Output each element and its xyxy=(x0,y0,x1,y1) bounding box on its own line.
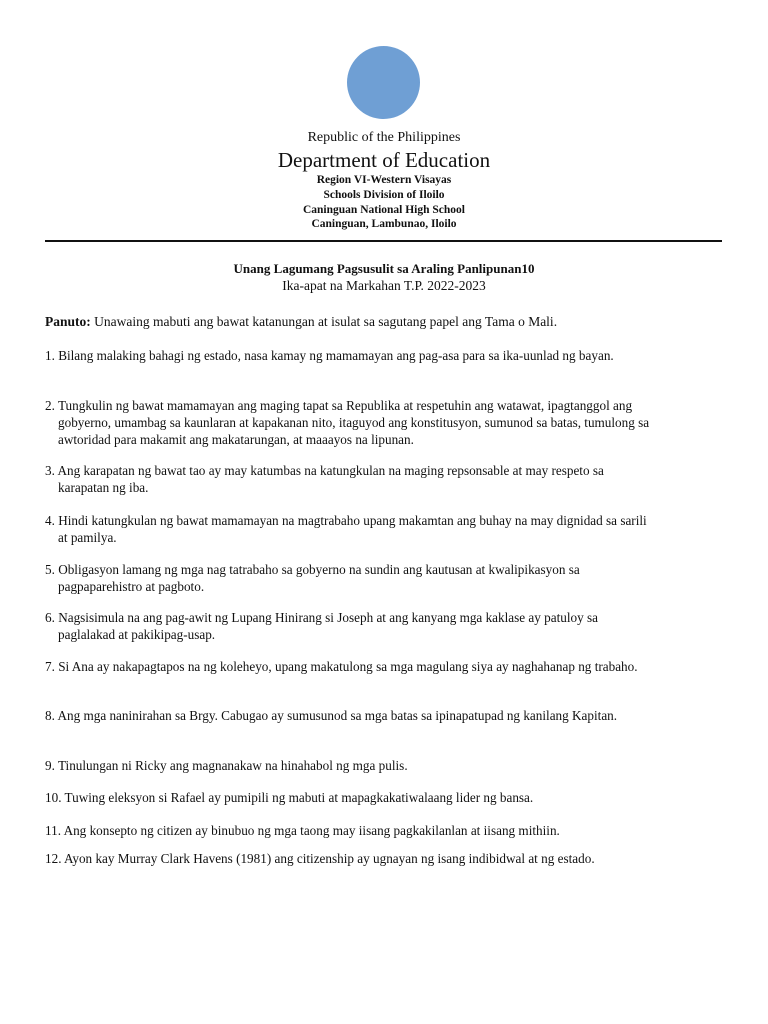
question-item: 1. Bilang malaking bahagi ng estado, nasa kamay ng mamamayan ang pag-asa para sa ika-uunlad ng bayan. xyxy=(45,348,614,363)
question-item: 6. Nagsisimula na ang pag-awit ng Lupang Hinirang si Joseph at ang kanyang mga kaklase ay patuloy sa paglalakad at pakikipag-usap. xyxy=(45,610,599,642)
question-item: 11. Ang konsepto ng citizen ay binubuo ng mga taong may iisang pagkakilanlan at iisang mithiin. xyxy=(45,823,560,838)
instructions-label: Panuto: xyxy=(45,314,91,329)
question-item: 12. Ayon kay Murray Clark Havens (1981) ang citizenship ay ugnayan ng isang indibidwal at ng estado. xyxy=(45,851,595,866)
question-item: 3. Ang karapatan ng bawat tao ay may katumbas na katungkulan na maging repsonsable at may respeto sa karapatan ng iba. xyxy=(45,463,604,495)
deped-seal-logo xyxy=(347,46,420,119)
header-divider xyxy=(45,240,722,242)
instructions xyxy=(45,313,665,330)
question-item: 4. Hindi katungkulan ng bawat mamamayan na magtrabaho upang makamtan ang buhay na may dignidad sa sarili at pamilya. xyxy=(45,513,647,545)
question-item: 8. Ang mga naninirahan sa Brgy. Cabugao ay sumusunod sa mga batas sa ipinapatupad ng kanilang Kapitan. xyxy=(45,708,618,723)
exam-subtitle: Ika-apat na Markahan T.P. 2022-2023 xyxy=(282,278,486,293)
letterhead xyxy=(0,129,768,232)
division-label: Schools Division of Iloilo xyxy=(323,188,445,201)
department-title: Department of Education xyxy=(277,148,491,172)
school-address: Caninguan, Lambunao, Iloilo xyxy=(311,218,457,231)
question-item: 5. Obligasyon lamang ng mga nag tatrabaho sa gobyerno na sundin ang kautusan at kwalipikasyon sa pagpaparehistro at pagboto. xyxy=(45,562,580,594)
question-item: 9. Tinulungan ni Ricky ang magnanakaw na hinahabol ng mga pulis. xyxy=(45,758,408,773)
school-name: Caninguan National High School xyxy=(302,203,465,216)
question-item: 2. Tungkulin ng bawat mamamayan ang maging tapat sa Republika at respetuhin ang watawat, ipagtanggol ang gobyerno, umambag sa kaunlaran at kapakanan nito, itaguyod ang konstitusyon, sumunod sa batas, tumulong sa awtoridad para makamit ang makatarungan, at maaayos na lipunan. xyxy=(45,398,650,447)
republic-label: Republic of the Philippines xyxy=(307,130,461,145)
question-item: 7. Si Ana ay nakapagtapos na ng koleheyo, upang makatulong sa mga magulang siya ay naghahanap ng trabaho. xyxy=(45,659,638,674)
instructions-text: Unawaing mabuti ang bawat katanungan at isulat sa sagutang papel ang Tama o Mali. xyxy=(90,314,558,329)
question-item: 10. Tuwing eleksyon si Rafael ay pumipili ng mabuti at mapagkakatiwalaang lider ng bansa. xyxy=(45,790,534,805)
exam-title: Unang Lagumang Pagsusulit sa Araling Panlipunan10 xyxy=(233,261,535,276)
region-label: Region VI-Western Visayas xyxy=(316,174,452,186)
